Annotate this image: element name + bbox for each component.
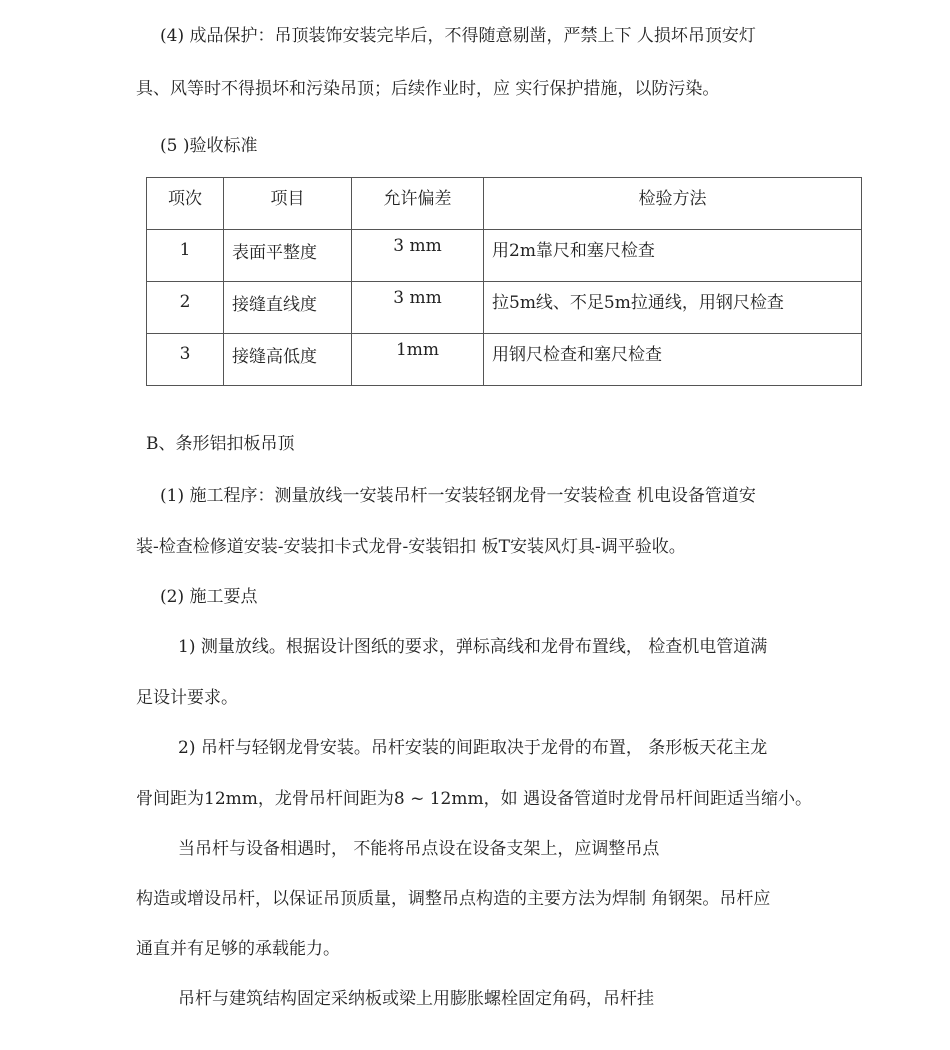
table-cell: 表面平整度: [224, 230, 352, 282]
paragraph-finished-protection: (4) 成品保护：吊顶装饰安装完毕后，不得随意剔凿，严禁上下 人损坏吊顶安灯: [160, 26, 756, 46]
table-header-cell: 检验方法: [484, 178, 862, 230]
paragraph-finished-protection-cont: 具、风等时不得损坏和污染吊顶；后续作业时，应 实行保护措施，以防污染。: [136, 79, 720, 99]
paragraph-hanger-equipment: 当吊杆与设备相遇时， 不能将吊点设在设备支架上，应调整吊点: [178, 839, 660, 859]
table-cell: 拉5m线、不足5m拉通线，用钢尺检查: [484, 282, 862, 334]
paragraph-survey-layout: 1) 测量放线。根据设计图纸的要求，弹标高线和龙骨布置线， 检查机电管道满: [178, 637, 768, 657]
paragraph-survey-layout-cont: 足设计要求。: [136, 688, 238, 708]
table-cell: 1: [147, 230, 224, 282]
heading-construction-points: (2) 施工要点: [160, 587, 258, 607]
table-header-cell: 项次: [147, 178, 224, 230]
table-cell: 接缝高低度: [224, 334, 352, 386]
table-cell: 3 mm: [352, 282, 484, 334]
paragraph-construction-procedure-cont: 装-检查检修道安装-安装扣卡式龙骨-安装铝扣 板T安装风灯具-调平验收。: [136, 537, 686, 557]
acceptance-table: [146, 177, 862, 386]
table-cell: 用钢尺检查和塞尺检查: [484, 334, 862, 386]
paragraph-construction-procedure: (1) 施工程序：测量放线一安装吊杆一安装轻钢龙骨一安装检查 机电设备管道安: [160, 486, 756, 506]
table-row: [147, 230, 862, 282]
table-header-cell: 项目: [224, 178, 352, 230]
table-row: [147, 334, 862, 386]
table-cell: 接缝直线度: [224, 282, 352, 334]
paragraph-hanger-equipment-cont: 构造或增设吊杆，以保证吊顶质量，调整吊点构造的主要方法为焊制 角钢架。吊杆应: [136, 889, 771, 909]
table-cell: 3 mm: [352, 230, 484, 282]
table-header-row: [147, 178, 862, 230]
paragraph-hanger-install-cont: 骨间距为12mm，龙骨吊杆间距为8 ~ 12mm，如 遇设备管道时龙骨吊杆间距适当缩小。: [136, 789, 813, 809]
table-cell: 3: [147, 334, 224, 386]
heading-acceptance-standard: (5 )验收标准: [160, 136, 258, 156]
table-row: [147, 282, 862, 334]
table-cell: 用2m靠尺和塞尺检查: [484, 230, 862, 282]
paragraph-hanger-fixing: 吊杆与建筑结构固定采纳板或梁上用膨胀螺栓固定角码，吊杆挂: [178, 989, 654, 1009]
paragraph-hanger-install: 2) 吊杆与轻钢龙骨安装。吊杆安装的间距取决于龙骨的布置， 条形板天花主龙: [178, 738, 768, 758]
table-cell: 1mm: [352, 334, 484, 386]
heading-aluminum-ceiling: B、条形铝扣板吊顶: [146, 434, 295, 454]
table-header-cell: 允许偏差: [352, 178, 484, 230]
paragraph-hanger-equipment-cont2: 通直并有足够的承载能力。: [136, 939, 340, 959]
table-cell: 2: [147, 282, 224, 334]
